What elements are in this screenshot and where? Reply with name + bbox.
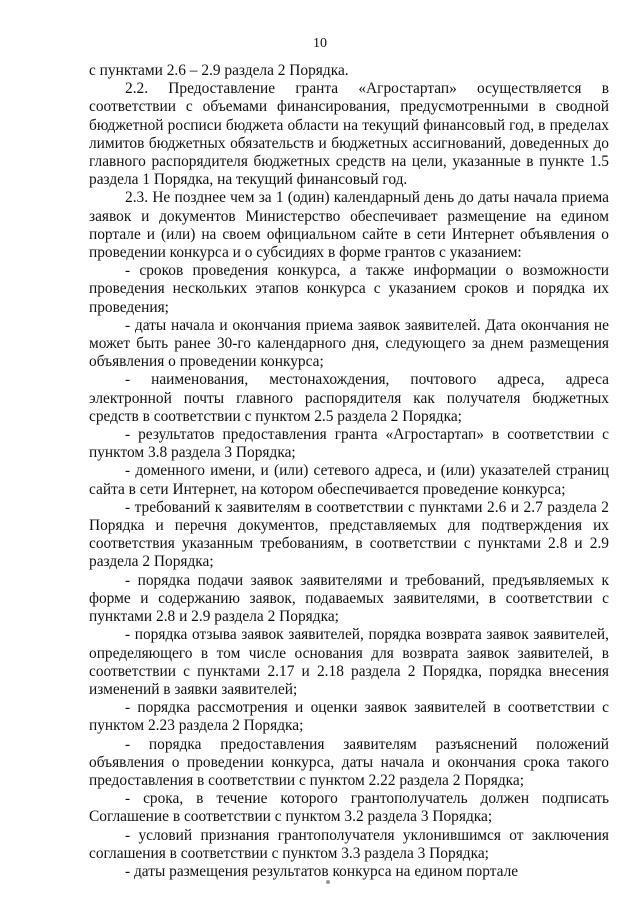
paragraph-continuation: с пунктами 2.6 – 2.9 раздела 2 Порядка. bbox=[89, 62, 349, 79]
list-item-evasion: - условий признания грантополучателя уклонившимся от заключения соглашения в соответствии с пунктом 3.3 раздела 3 Порядка; bbox=[89, 826, 609, 862]
list-item-dates: - даты начала и окончания приема заявок заявителей. Дата окончания не может быть ранее 30-го календарного дня, следующего за днем размещения объявления о проведении конкурса; bbox=[89, 316, 609, 371]
page-number: 10 bbox=[313, 36, 327, 51]
paragraph-2-3: 2.3. Не позднее чем за 1 (один) календарный день до даты начала приема заявок и документов Министерство обеспечивает размещение на едином портале и (или) на своем официальном сайте в сети Интернет объявления о проведении конкурса и о субсидиях в форме грантов с указанием: bbox=[89, 189, 609, 262]
list-item-results: - результатов предоставления гранта «Агростартап» в соответствии с пунктом 3.8 раздела 3 Порядка; bbox=[89, 426, 609, 462]
list-item-clarifications: - порядка предоставления заявителям разъяснений положений объявления о проведении конкурса, даты начала и окончания срока такого предоставления в соответствии с пунктом 2.22 раздела 2 Порядка; bbox=[89, 735, 609, 789]
list-item-submission: - порядка подачи заявок заявителями и требований, предъявляемых к форме и содержанию заявок, подаваемых заявителями, в соответствии с пунктами 2.8 и 2.9 раздела 2 Порядка; bbox=[89, 571, 609, 626]
list-item-withdrawal: - порядка отзыва заявок заявителей, порядка возврата заявок заявителей, определяющего в том числе основания для возврата заявок заявителей, в соответствии с пунктами 2.17 и 2.18 раздела 2 Порядка, порядка внесения изменений в заявки заявителей; bbox=[89, 626, 609, 698]
list-item-publication-dates: - даты размещения результатов конкурса на едином портале bbox=[125, 862, 519, 880]
list-item-contacts: - наименования, местонахождения, почтового адреса, адреса электронной почты главного распорядителя как получателя бюджетных средств в соответствии с пунктом 2.5 раздела 2 Порядка; bbox=[89, 371, 609, 425]
list-item-signing-deadline: - срока, в течение которого грантополучатель должен подписать Соглашение в соответствии с пунктом 3.2 раздела 3 Порядка; bbox=[89, 790, 609, 826]
list-item-evaluation: - порядка рассмотрения и оценки заявок заявителей в соответствии с пунктом 2.23 раздела 2 Порядка; bbox=[89, 699, 609, 735]
list-item-requirements: - требований к заявителям в соответствии с пунктами 2.6 и 2.7 раздела 2 Порядка и перечня документов, представляемых для подтверждения их соответствия указанным требованиям, в соответствии с пунктами 2.8 и 2.9 раздела 2 Порядка; bbox=[89, 498, 609, 571]
list-item-deadlines: - сроков проведения конкурса, а также информации о возможности проведения нескольких этапов конкурса с указанием сроков и порядка их проведения; bbox=[89, 262, 609, 316]
list-item-domain: - доменного имени, и (или) сетевого адреса, и (или) указателей страниц сайта в сети Интернет, на котором обеспечивается проведение конкурса; bbox=[89, 462, 609, 498]
paragraph-2-2: 2.2. Предоставление гранта «Агростартап» осуществляется в соответствии с объемами финансирования, предусмотренными в сводной бюджетной росписи бюджета области на текущий финансовый год, в пределах лимитов бюджетных обязательств и бюджетных ассигнований, доведенных до главного распорядителя бюджетных средств на цели, указанные в пункте 1.5 раздела 1 Порядка, на текущий финансовый год. bbox=[89, 80, 609, 189]
scan-speck bbox=[326, 880, 330, 884]
document-body bbox=[89, 62, 609, 881]
